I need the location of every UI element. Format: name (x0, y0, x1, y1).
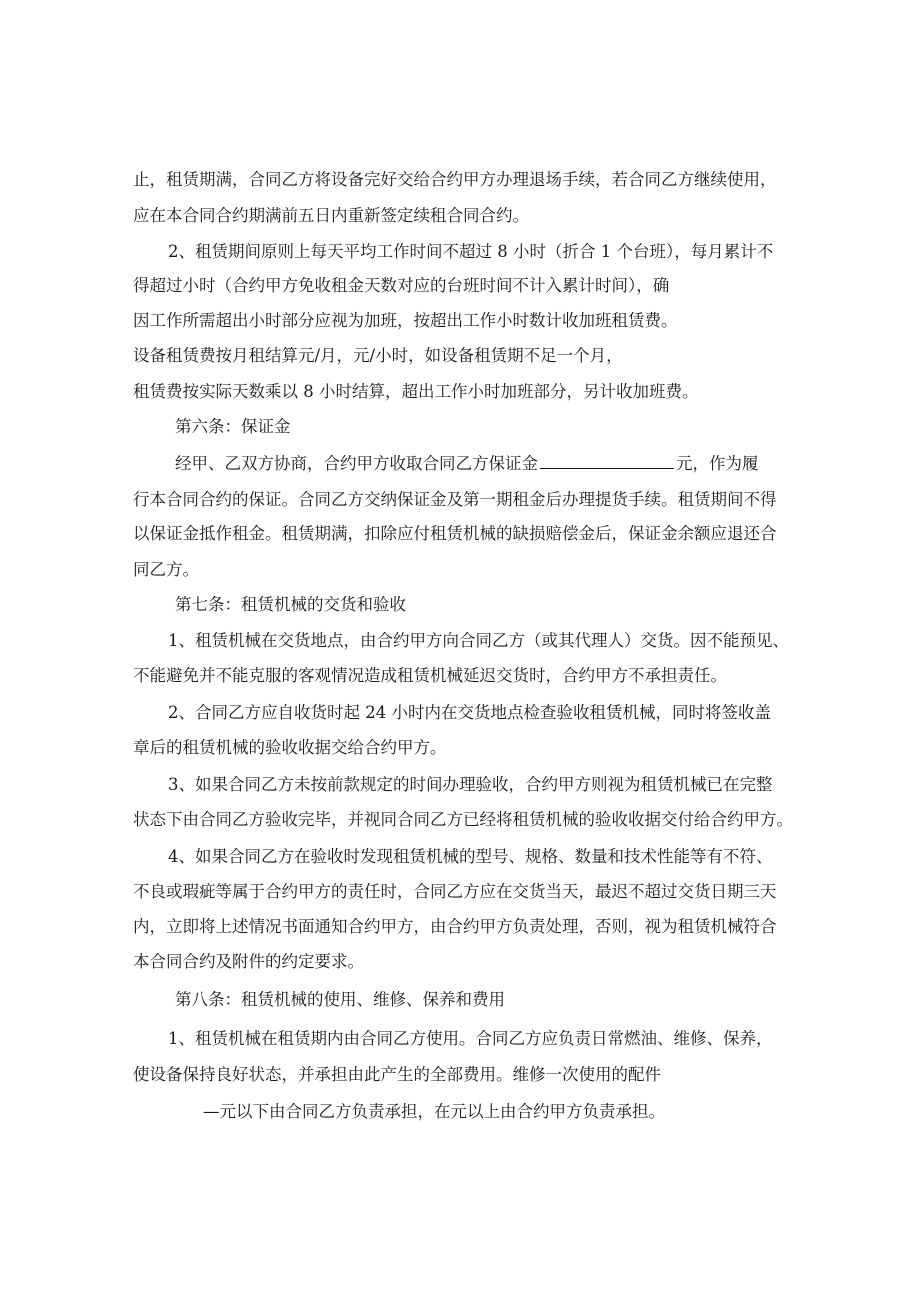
paragraph-line: 以保证金抵作租金。租赁期满，扣除应付租赁机械的缺损赔偿金后，保证金余额应退还合 (133, 524, 777, 543)
section-heading: 第七条：租赁机械的交货和验收 (175, 595, 406, 614)
paragraph-line: 行本合同合约的保证。合同乙方交纳保证金及第一期租金后办理提货手续。租赁期间不得 (133, 490, 777, 509)
paragraph-line: 同乙方。 (133, 560, 199, 579)
paragraph-line: 1、租赁机械在交货地点，由合约甲方向合同乙方（或其代理人）交货。因不能预见、 (168, 631, 789, 650)
paragraph-line-text: 经甲、乙双方协商，合约甲方收取合同乙方保证金 (175, 454, 538, 473)
paragraph-line: 租赁费按实际天数乘以 8 小时结算，超出工作小时加班部分，另计收加班费。 (133, 382, 699, 401)
paragraph-line: 本合同合约及附件的约定要求。 (133, 952, 364, 971)
paragraph-line: 不能避免并不能克服的客观情况造成租赁机械延迟交货时，合约甲方不承担责任。 (133, 666, 727, 685)
paragraph-line: —元以下由合同乙方负责承担，在元以上由合约甲方负责承担。 (203, 1102, 665, 1121)
section-heading: 第八条：租赁机械的使用、维修、保养和费用 (175, 990, 505, 1009)
paragraph-line: 止，租赁期满，合同乙方将设备完好交给合约甲方办理退场手续，若合同乙方继续使用， (133, 170, 777, 189)
paragraph-line-text: 元，作为履 (676, 454, 759, 473)
paragraph-line: 4、如果合同乙方在验收时发现租赁机械的型号、规格、数量和技术性能等有不符、 (168, 847, 773, 866)
paragraph-line: 状态下由合同乙方验收完毕，并视同合同乙方已经将租赁机械的验收收据交付给合约甲方。 (133, 810, 793, 829)
paragraph-line-with-blank (175, 453, 759, 475)
paragraph-line: 不良或瑕疵等属于合约甲方的责任时，合同乙方应在交货当天，最迟不超过交货日期三天 (133, 882, 777, 901)
paragraph-line: 1、租赁机械在租赁期内由合同乙方使用。合同乙方应负责日常燃油、维修、保养， (168, 1029, 773, 1048)
paragraph-line: 章后的租赁机械的验收收据交给合约甲方。 (133, 738, 447, 757)
paragraph-line: 因工作所需超出小时部分应视为加班，按超出工作小时数计收加班租赁费。 (133, 311, 678, 330)
paragraph-line: 应在本合同合约期满前五日内重新签定续租合同合约。 (133, 206, 529, 225)
paragraph-line: 设备租赁费按月租结算元/月，元/小时，如设备租赁期不足一个月， (133, 346, 623, 365)
paragraph-line: 3、如果合同乙方未按前款规定的时间办理验收，合约甲方则视为租赁机械已在完整 (168, 775, 773, 794)
paragraph-line: 内，立即将上述情况书面通知合约甲方，由合约甲方负责处理，否则，视为租赁机械符合 (133, 917, 777, 936)
paragraph-line: 2、合同乙方应自收货时起 24 小时内在交货地点检查验收租赁机械，同时将签收盖 (168, 703, 771, 722)
paragraph-line: 得超过小时（合约甲方免收租金天数对应的台班时间不计入累计时间），确 (133, 276, 670, 295)
paragraph-line: 使设备保持良好状态，并承担由此产生的全部费用。维修一次使用的配件 (133, 1065, 661, 1084)
paragraph-line: 2、租赁期间原则上每天平均工作时间不超过 8 小时（折合 1 个台班），每月累计不 (168, 242, 774, 261)
section-heading: 第六条：保证金 (175, 417, 291, 436)
deposit-amount-blank (540, 454, 674, 469)
